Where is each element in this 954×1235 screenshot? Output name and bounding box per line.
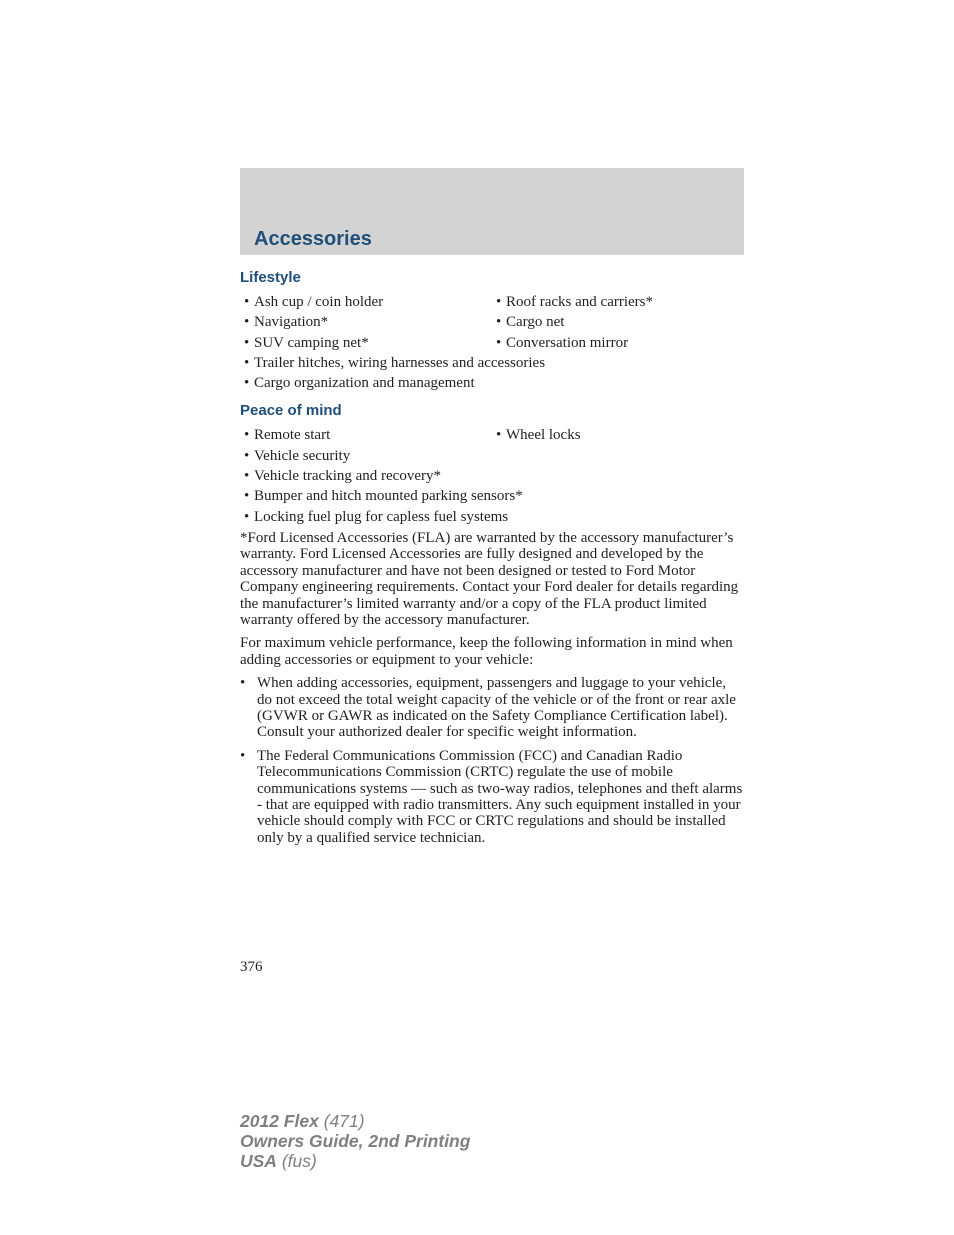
list-item: • Cargo organization and management	[244, 375, 475, 392]
peace-of-mind-heading: Peace of mind	[240, 402, 342, 420]
list-item: • Navigation*	[244, 314, 329, 331]
footer-guide: Owners Guide, 2nd Printing	[240, 1131, 471, 1151]
list-item: • The Federal Communications Commission (FCC) and Canadian Radio Telecommunications Commission (CRTC) regulate the use of mobile communications systems — such as two-way radios, telephones and theft alarms - that are equipped with radio transmitters. Any such equipment installed in your vehicle should comply with FCC or CRTC regulations and should be installed only by a qualified service technician.	[240, 747, 743, 846]
lifestyle-list	[240, 292, 744, 393]
performance-intro: For maximum vehicle performance, keep the following information in mind when adding accessories or equipment to your vehicle:	[240, 635, 733, 668]
list-item: • Conversation mirror	[496, 334, 629, 351]
list-item: • Trailer hitches, wiring harnesses and accessories	[244, 354, 546, 371]
list-item: • Locking fuel plug for capless fuel systems	[244, 508, 509, 525]
list-item: • Roof racks and carriers*	[496, 294, 654, 310]
list-item: • Vehicle tracking and recovery*	[244, 468, 441, 485]
document-footer	[240, 1111, 470, 1171]
section-title: Accessories	[254, 228, 372, 250]
peace-of-mind-list	[240, 425, 744, 526]
footer-model-code: (471)	[323, 1111, 365, 1131]
list-item: • Vehicle security	[244, 447, 351, 464]
list-item: • When adding accessories, equipment, passengers and luggage to your vehicle, do not exceed the total weight capacity of the vehicle or of the front or rear axle (GVWR or GAWR as indicated on the Safety Compliance Certification label). Consult your authorized dealer for specific weight information.	[240, 675, 736, 741]
list-item: • Cargo net	[496, 314, 565, 331]
section-header-band	[240, 168, 744, 255]
footer-market-code: (fus)	[281, 1151, 317, 1171]
footer-market: USA	[240, 1151, 277, 1171]
list-item: • SUV camping net*	[244, 334, 369, 351]
list-item: • Wheel locks	[496, 427, 581, 444]
fla-note: *Ford Licensed Accessories (FLA) are warranted by the accessory manufacturer’s warranty. Ford Licensed Accessories are fully designed and developed by the accessory manufacturer and have not been designed or tested to Ford Motor Company engineering requirements. Contact your Ford dealer for details regarding the manufacturer’s limited warranty and/or a copy of the FLA product limited warranty offered by the accessory manufacturer.	[240, 529, 739, 628]
footer-model: 2012 Flex	[240, 1111, 319, 1131]
list-item: • Bumper and hitch mounted parking sensors*	[244, 488, 523, 505]
tips-list	[240, 675, 744, 846]
list-item: • Remote start	[244, 427, 331, 444]
page-content	[240, 266, 744, 853]
page-number: 376	[240, 959, 263, 975]
lifestyle-heading: Lifestyle	[240, 269, 301, 286]
list-item: • Ash cup / coin holder	[244, 294, 384, 310]
